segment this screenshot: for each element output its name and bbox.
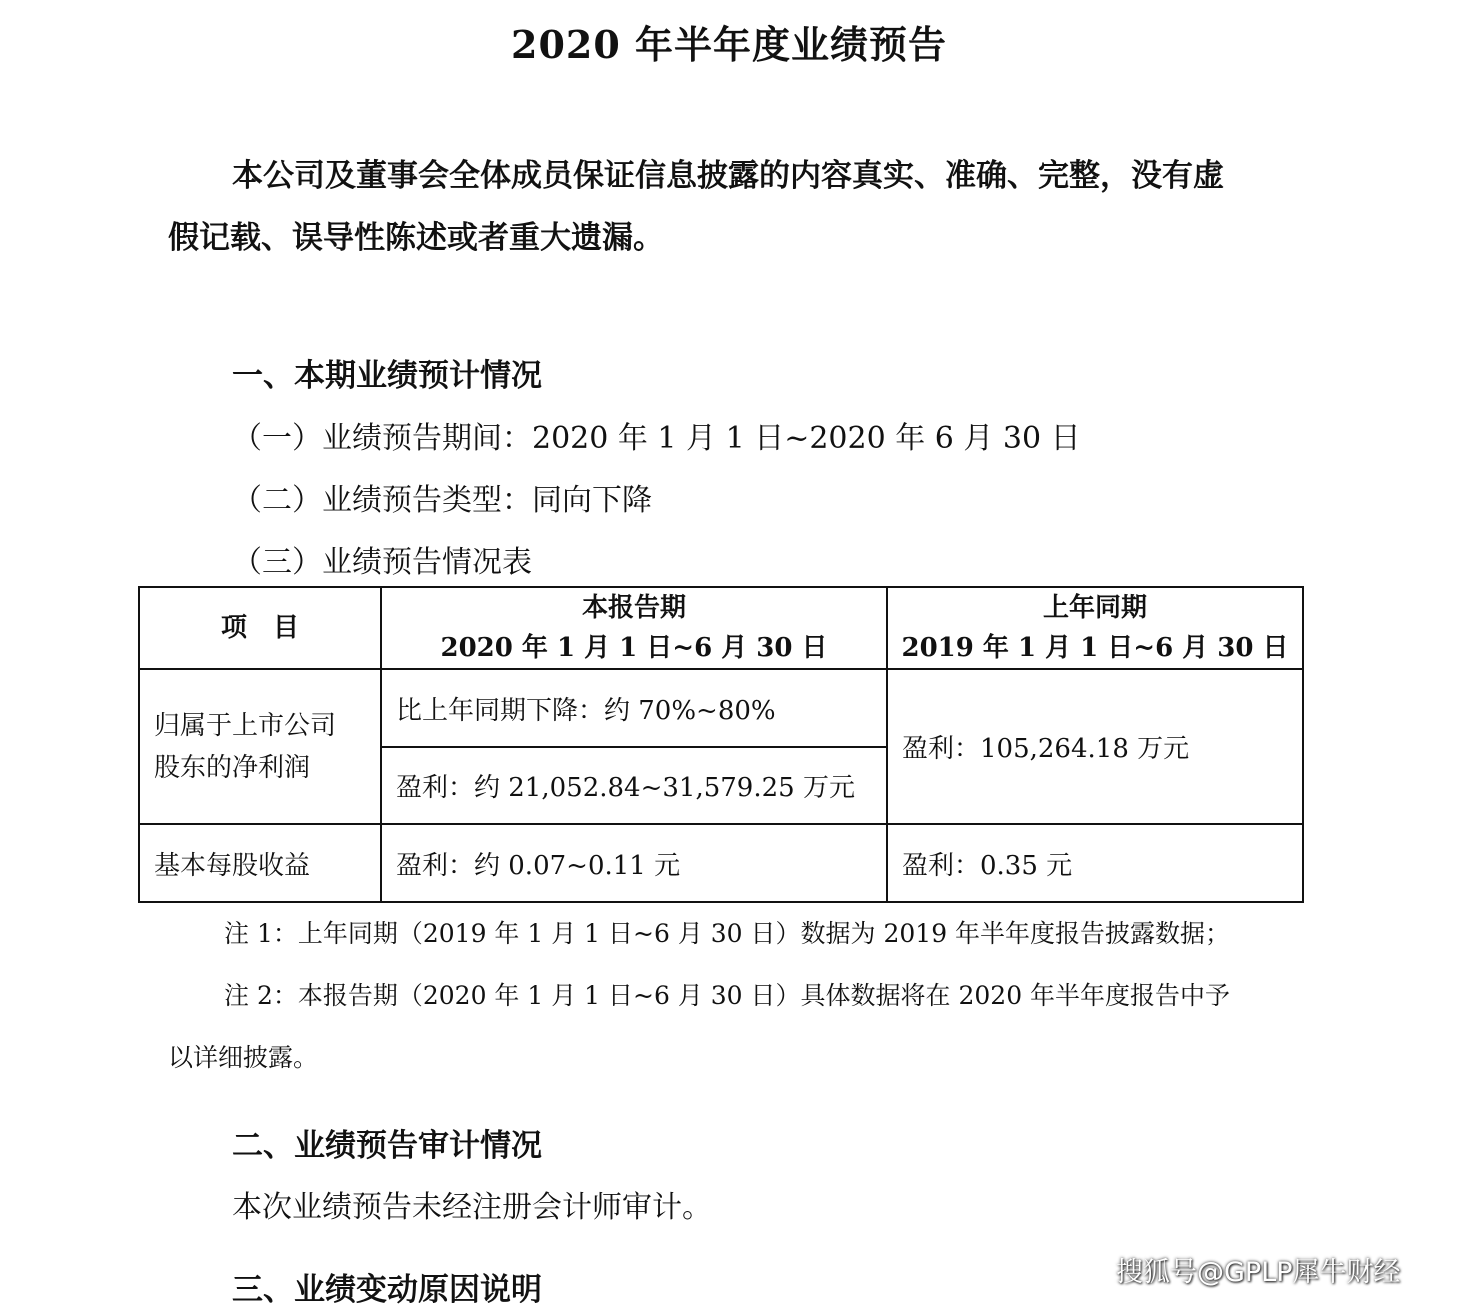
statement-line-1: 本公司及董事会全体成员保证信息披露的内容真实、准确、完整，没有虚 (232, 158, 1224, 194)
forecast-period: （一）业绩预告期间：2020 年 1 月 1 日~2020 年 6 月 30 日 (232, 421, 1081, 456)
net-profit-change: 比上年同期下降：约 70%~80% (381, 669, 887, 747)
header-prior-title: 上年同期 (1042, 593, 1147, 623)
eps-label: 基本每股收益 (139, 824, 381, 902)
header-current-dates: 2020 年 1 月 1 日~6 月 30 日 (440, 633, 828, 663)
net-profit-label-line-1: 归属于上市公司 (154, 710, 337, 741)
note-2-line-1: 注 2：本报告期（2020 年 1 月 1 日~6 月 30 日）具体数据将在 2020 年半年度报告中予 (224, 981, 1231, 1010)
note-2-line-2: 以详细披露。 (168, 1043, 319, 1072)
section-3-heading: 三、业绩变动原因说明 (232, 1272, 542, 1308)
header-item (139, 587, 381, 669)
header-item-label: 项 目 (220, 613, 299, 643)
watermark: 搜狐号@GPLP犀牛财经 (1116, 1257, 1401, 1288)
table-row (139, 824, 1303, 902)
note-1: 注 1：上年同期（2019 年 1 月 1 日~6 月 30 日）数据为 2019 年半年度报告披露数据； (224, 919, 1231, 948)
section-2-heading: 二、业绩预告审计情况 (232, 1128, 542, 1164)
eps-prior: 盈利：0.35 元 (887, 824, 1303, 902)
header-prior-dates: 2019 年 1 月 1 日~6 月 30 日 (901, 633, 1289, 663)
net-profit-label-line-2: 股东的净利润 (154, 752, 311, 783)
audit-statement: 本次业绩预告未经注册会计师审计。 (232, 1190, 712, 1225)
header-prior-period (887, 587, 1303, 669)
header-current-title: 本报告期 (581, 593, 686, 623)
forecast-table-caption: （三）业绩预告情况表 (232, 545, 532, 580)
performance-forecast-table (138, 586, 1304, 903)
section-1-heading: 一、本期业绩预计情况 (232, 358, 542, 394)
statement-line-2: 假记载、误导性陈述或者重大遗漏。 (168, 220, 664, 256)
net-profit-prior: 盈利：105,264.18 万元 (887, 669, 1303, 824)
header-current-period (381, 587, 887, 669)
table-header-row (139, 587, 1303, 669)
net-profit-current: 盈利：约 21,052.84~31,579.25 万元 (381, 747, 887, 824)
eps-current: 盈利：约 0.07~0.11 元 (381, 824, 887, 902)
table-row (139, 669, 1303, 747)
page-title: 2020 年半年度业绩预告 (511, 22, 947, 67)
row-net-profit-label (139, 669, 381, 824)
forecast-type: （二）业绩预告类型：同向下降 (232, 483, 652, 518)
